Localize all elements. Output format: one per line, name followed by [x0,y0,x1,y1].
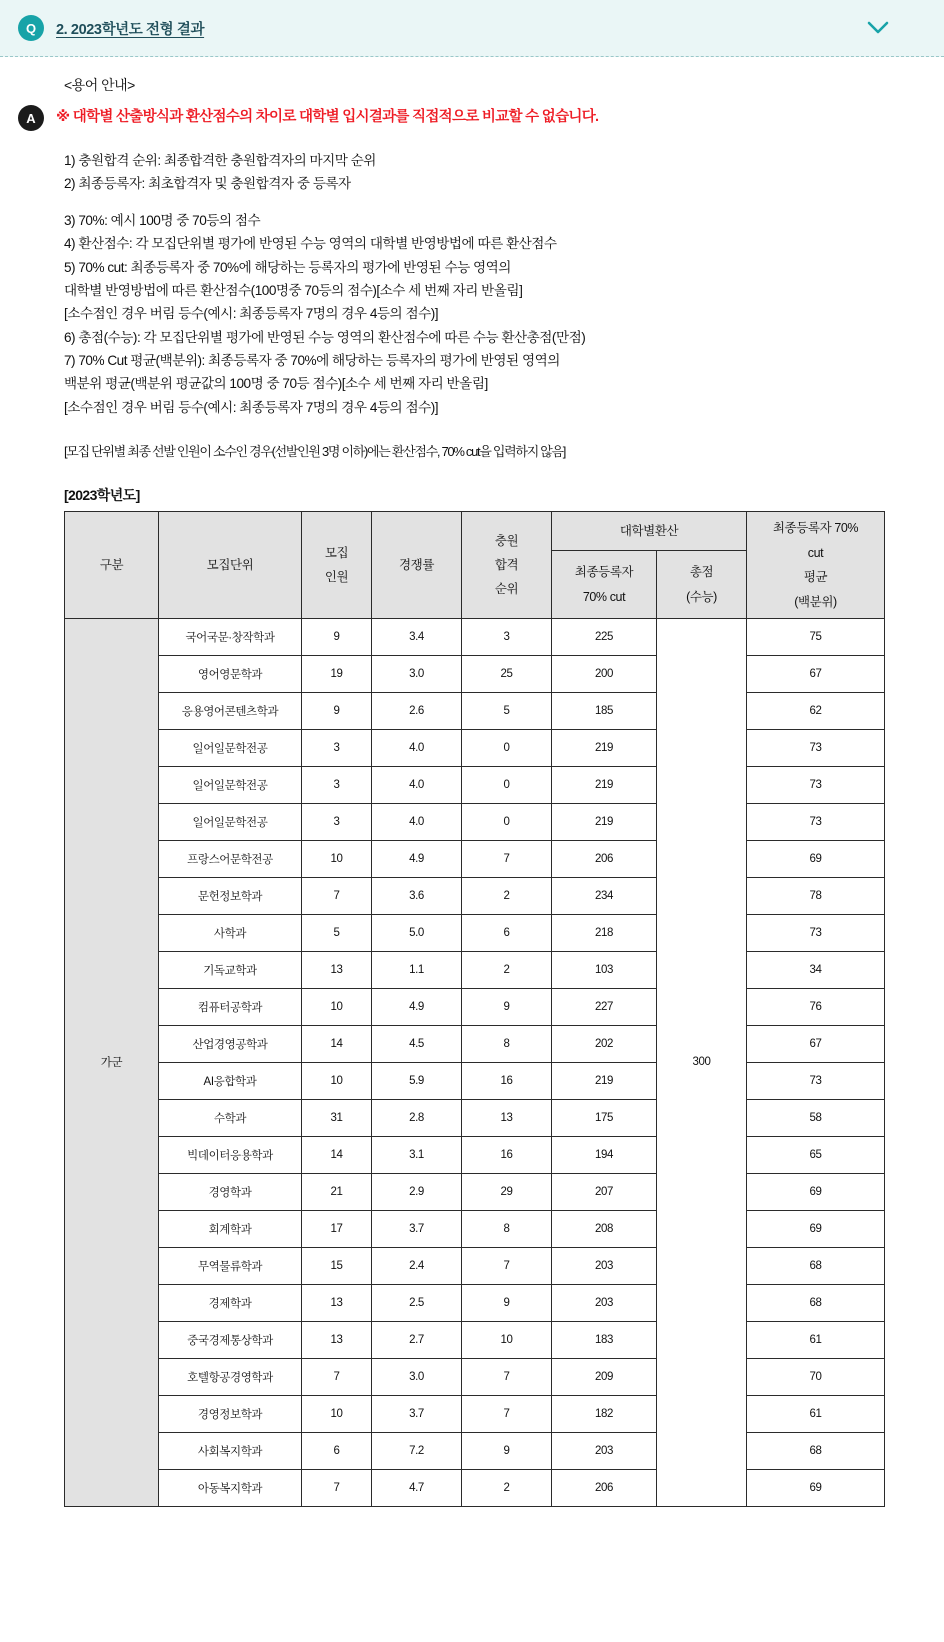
cell-competition-rate: 4.9 [372,988,462,1025]
cell-conversion-cut: 200 [552,655,657,692]
table-row [65,1395,885,1432]
table-row [65,1321,885,1358]
cell-unit: 응용영어콘텐츠학과 [159,692,302,729]
cell-percentile-average: 67 [747,1025,885,1062]
cell-unit: 일어일문학전공 [159,803,302,840]
cell-competition-rate: 5.0 [372,914,462,951]
table-row [65,1173,885,1210]
table-row [65,877,885,914]
cell-conversion-cut: 183 [552,1321,657,1358]
cell-percentile-average: 58 [747,1099,885,1136]
cell-percentile-average: 68 [747,1247,885,1284]
cell-conversion-cut: 234 [552,877,657,914]
table-row [65,1062,885,1099]
cell-waitlist-rank: 25 [462,655,552,692]
cell-quota: 7 [302,1358,372,1395]
cell-conversion-cut: 207 [552,1173,657,1210]
cell-competition-rate: 3.1 [372,1136,462,1173]
cell-conversion-cut: 185 [552,692,657,729]
note-line: 1) 충원합격 순위: 최종합격한 충원합격자의 마지막 순위 [64,153,376,168]
cell-percentile-average: 73 [747,1062,885,1099]
warning-text: ※ 대학별 산출방식과 환산점수의 차이로 대학별 입시결과를 직접적으로 비교할 수 없습니다. [56,109,599,125]
cell-quota: 10 [302,1395,372,1432]
cell-unit: 빅데이터응용학과 [159,1136,302,1173]
cell-competition-rate: 3.7 [372,1395,462,1432]
accordion-title[interactable]: 2. 2023학년도 전형 결과 [56,21,205,38]
cell-conversion-cut: 203 [552,1432,657,1469]
cell-competition-rate: 3.0 [372,1358,462,1395]
cell-competition-rate: 2.4 [372,1247,462,1284]
col-header-percentile-line3: 평균 [803,570,828,585]
cell-competition-rate: 4.0 [372,729,462,766]
note-line: 6) 총점(수능): 각 모집단위별 평가에 반영된 수능 영역의 환산점수에 따른 수능 환산총점(만점) [64,329,586,345]
table-row [65,1247,885,1284]
table-header-row-1 [65,512,885,551]
cell-percentile-average: 61 [747,1395,885,1432]
cell-unit: 중국경제통상학과 [159,1321,302,1358]
col-header-unit: 모집단위 [159,512,302,619]
cell-conversion-cut: 175 [552,1099,657,1136]
terms-guide-title: <용어 안내> [64,77,135,93]
col-header-conv-total-line2: (수능) [686,589,717,604]
answer-badge: A [18,105,44,131]
table-caption: [2023학년도] [64,487,140,504]
table-row [65,1469,885,1506]
cell-percentile-average: 76 [747,988,885,1025]
cell-percentile-average: 34 [747,951,885,988]
cell-unit: 문헌정보학과 [159,877,302,914]
cell-conversion-cut: 225 [552,618,657,655]
cell-waitlist-rank: 29 [462,1173,552,1210]
note-line: 7) 70% Cut 평균(백분위): 최종등록자 중 70%에 해당하는 등록자의 평가에 반영된 영역의 [64,353,560,368]
col-header-conv-total-line1: 총점 [689,565,714,580]
cell-quota: 5 [302,914,372,951]
cell-conversion-cut: 219 [552,1062,657,1099]
cell-waitlist-rank: 9 [462,1284,552,1321]
cell-unit: 경영정보학과 [159,1395,302,1432]
cell-unit: 경제학과 [159,1284,302,1321]
cell-conversion-cut: 208 [552,1210,657,1247]
cell-percentile-average: 69 [747,1210,885,1247]
cell-quota: 17 [302,1210,372,1247]
table-row [65,618,885,655]
cell-conversion-cut: 206 [552,840,657,877]
cell-quota: 14 [302,1136,372,1173]
note-line: 4) 환산점수: 각 모집단위별 평가에 반영된 수능 영역의 대학별 반영방법에 따른 환산점수 [64,236,557,252]
cell-percentile-average: 68 [747,1284,885,1321]
note-line: 2) 최종등록자: 최초합격자 및 충원합격자 중 등록자 [64,176,351,192]
cell-conversion-cut: 182 [552,1395,657,1432]
table-row [65,655,885,692]
cell-quota: 19 [302,655,372,692]
cell-unit: 컴퓨터공학과 [159,988,302,1025]
cell-waitlist-rank: 0 [462,803,552,840]
table-body [65,618,885,1506]
results-table-wrapper [64,511,896,1507]
cell-quota: 3 [302,766,372,803]
cell-conversion-cut: 203 [552,1284,657,1321]
cell-conversion-cut: 219 [552,766,657,803]
table-row [65,1099,885,1136]
cell-percentile-average: 69 [747,1173,885,1210]
chevron-down-icon[interactable] [867,17,889,39]
cell-waitlist-rank: 2 [462,1469,552,1506]
col-header-rate: 경쟁률 [372,512,462,619]
cell-unit: 기독교학과 [159,951,302,988]
cell-quota: 9 [302,618,372,655]
col-header-rank-line3: 순위 [494,582,519,597]
cell-percentile-average: 69 [747,1469,885,1506]
cell-competition-rate: 2.7 [372,1321,462,1358]
cell-quota: 14 [302,1025,372,1062]
cell-waitlist-rank: 13 [462,1099,552,1136]
question-badge: Q [18,15,44,41]
cell-conversion-cut: 219 [552,803,657,840]
cell-waitlist-rank: 16 [462,1136,552,1173]
cell-quota: 10 [302,840,372,877]
cell-conversion-cut: 206 [552,1469,657,1506]
table-row [65,1358,885,1395]
cell-unit: 프랑스어문학전공 [159,840,302,877]
cell-waitlist-rank: 0 [462,729,552,766]
cell-competition-rate: 2.8 [372,1099,462,1136]
cell-percentile-average: 73 [747,766,885,803]
table-row [65,951,885,988]
cell-waitlist-rank: 7 [462,1395,552,1432]
note-line: 대학별 반영방법에 따른 환산점수(100명중 70등의 점수)[소수 세 번째 자리 반올림] [64,282,523,298]
cell-waitlist-rank: 0 [462,766,552,803]
cell-conversion-cut: 202 [552,1025,657,1062]
cell-unit: 무역물류학과 [159,1247,302,1284]
cell-quota: 10 [302,988,372,1025]
cell-percentile-average: 65 [747,1136,885,1173]
cell-percentile-average: 62 [747,692,885,729]
cell-conversion-cut: 103 [552,951,657,988]
cell-group-label: 가군 [65,618,159,1506]
cell-total-score: 300 [657,618,747,1506]
cell-conversion-cut: 227 [552,988,657,1025]
table-row [65,803,885,840]
cell-unit: 국어국문·창작학과 [159,618,302,655]
cell-competition-rate: 7.2 [372,1432,462,1469]
col-header-conv-total [657,551,747,619]
cell-waitlist-rank: 7 [462,1247,552,1284]
col-header-quota-line2: 인원 [324,570,349,585]
cell-unit: 산업경영공학과 [159,1025,302,1062]
cell-unit: 사회복지학과 [159,1432,302,1469]
cell-quota: 10 [302,1062,372,1099]
cell-unit: 경영학과 [159,1173,302,1210]
col-header-quota-line1: 모집 [324,545,349,560]
cell-competition-rate: 4.0 [372,803,462,840]
cell-unit: 일어일문학전공 [159,766,302,803]
table-row [65,1136,885,1173]
cell-conversion-cut: 219 [552,729,657,766]
cell-quota: 3 [302,729,372,766]
note-line: 백분위 평균(백분위 평균값의 100명 중 70등 점수)[소수 세 번째 자리 반올림] [64,376,488,392]
warning-row [18,105,920,131]
cell-waitlist-rank: 7 [462,1358,552,1395]
col-header-rank [462,512,552,619]
terms-notes-block [64,149,920,463]
cell-unit: 호텔항공경영학과 [159,1358,302,1395]
cell-unit: 아동복지학과 [159,1469,302,1506]
col-header-gubun: 구분 [65,512,159,619]
cell-percentile-average: 69 [747,840,885,877]
col-header-rank-line2: 합격 [494,558,519,573]
note-line: 5) 70% cut: 최종등록자 중 70%에 해당하는 등록자의 평가에 반영된 수능 영역의 [64,259,511,275]
cell-quota: 7 [302,1469,372,1506]
cell-competition-rate: 2.5 [372,1284,462,1321]
note-small-print: [모집 단위별 최종 선발 인원이 소수인 경우(선발인원 3명 이하)에는 환산점수, 70% cut을 입력하지 않음] [64,444,566,460]
table-row [65,1284,885,1321]
cell-competition-rate: 1.1 [372,951,462,988]
cell-percentile-average: 67 [747,655,885,692]
cell-quota: 21 [302,1173,372,1210]
table-head [65,512,885,619]
cell-quota: 7 [302,877,372,914]
cell-competition-rate: 3.4 [372,618,462,655]
col-header-quota [302,512,372,619]
cell-waitlist-rank: 2 [462,877,552,914]
note-line: [소수점인 경우 버림 등수(예시: 최종등록자 7명의 경우 4등의 점수)] [64,399,439,415]
cell-quota: 6 [302,1432,372,1469]
table-row [65,692,885,729]
note-line: 3) 70%: 예시 100명 중 70등의 점수 [64,212,261,228]
cell-quota: 13 [302,1284,372,1321]
cell-percentile-average: 73 [747,914,885,951]
col-header-conv-cut [552,551,657,619]
cell-unit: AI응합학과 [159,1062,302,1099]
table-row [65,914,885,951]
cell-unit: 영어영문학과 [159,655,302,692]
cell-percentile-average: 61 [747,1321,885,1358]
table-row [65,729,885,766]
cell-waitlist-rank: 16 [462,1062,552,1099]
col-header-conv-cut-line1: 최종등록자 [574,565,634,580]
cell-quota: 13 [302,1321,372,1358]
cell-unit: 사학과 [159,914,302,951]
cell-percentile-average: 75 [747,618,885,655]
table-row [65,1210,885,1247]
cell-waitlist-rank: 5 [462,692,552,729]
cell-quota: 31 [302,1099,372,1136]
accordion-body [0,57,944,1517]
cell-waitlist-rank: 2 [462,951,552,988]
cell-waitlist-rank: 9 [462,1432,552,1469]
cell-competition-rate: 3.0 [372,655,462,692]
cell-quota: 9 [302,692,372,729]
cell-waitlist-rank: 7 [462,840,552,877]
table-row [65,766,885,803]
cell-conversion-cut: 194 [552,1136,657,1173]
cell-unit: 수학과 [159,1099,302,1136]
col-header-percentile [747,512,885,619]
cell-quota: 15 [302,1247,372,1284]
cell-percentile-average: 68 [747,1432,885,1469]
table-row [65,840,885,877]
col-header-conversion-group: 대학별환산 [552,512,747,551]
spacer [64,419,920,441]
cell-unit: 일어일문학전공 [159,729,302,766]
col-header-percentile-line4: (백분위) [794,594,837,609]
cell-waitlist-rank: 9 [462,988,552,1025]
cell-conversion-cut: 209 [552,1358,657,1395]
cell-competition-rate: 4.0 [372,766,462,803]
cell-competition-rate: 4.9 [372,840,462,877]
table-row [65,988,885,1025]
table-row [65,1432,885,1469]
cell-competition-rate: 4.7 [372,1469,462,1506]
table-row [65,1025,885,1062]
admissions-results-table [64,511,885,1507]
accordion-header[interactable] [0,0,944,57]
cell-competition-rate: 3.6 [372,877,462,914]
spacer [64,196,920,209]
cell-conversion-cut: 218 [552,914,657,951]
cell-waitlist-rank: 10 [462,1321,552,1358]
cell-waitlist-rank: 8 [462,1025,552,1062]
col-header-percentile-line2: cut [807,545,824,560]
cell-quota: 13 [302,951,372,988]
cell-percentile-average: 73 [747,729,885,766]
col-header-rank-line1: 충원 [494,533,519,548]
cell-waitlist-rank: 6 [462,914,552,951]
col-header-conv-cut-line2: 70% cut [582,589,626,604]
cell-competition-rate: 3.7 [372,1210,462,1247]
cell-competition-rate: 2.6 [372,692,462,729]
col-header-percentile-line1: 최종등록자 70% [772,521,859,536]
cell-unit: 회계학과 [159,1210,302,1247]
cell-competition-rate: 2.9 [372,1173,462,1210]
cell-percentile-average: 70 [747,1358,885,1395]
cell-competition-rate: 5.9 [372,1062,462,1099]
cell-percentile-average: 73 [747,803,885,840]
cell-waitlist-rank: 8 [462,1210,552,1247]
cell-waitlist-rank: 3 [462,618,552,655]
cell-quota: 3 [302,803,372,840]
cell-percentile-average: 78 [747,877,885,914]
cell-competition-rate: 4.5 [372,1025,462,1062]
cell-conversion-cut: 203 [552,1247,657,1284]
note-line: [소수점인 경우 버림 등수(예시: 최종등록자 7명의 경우 4등의 점수)] [64,306,439,322]
